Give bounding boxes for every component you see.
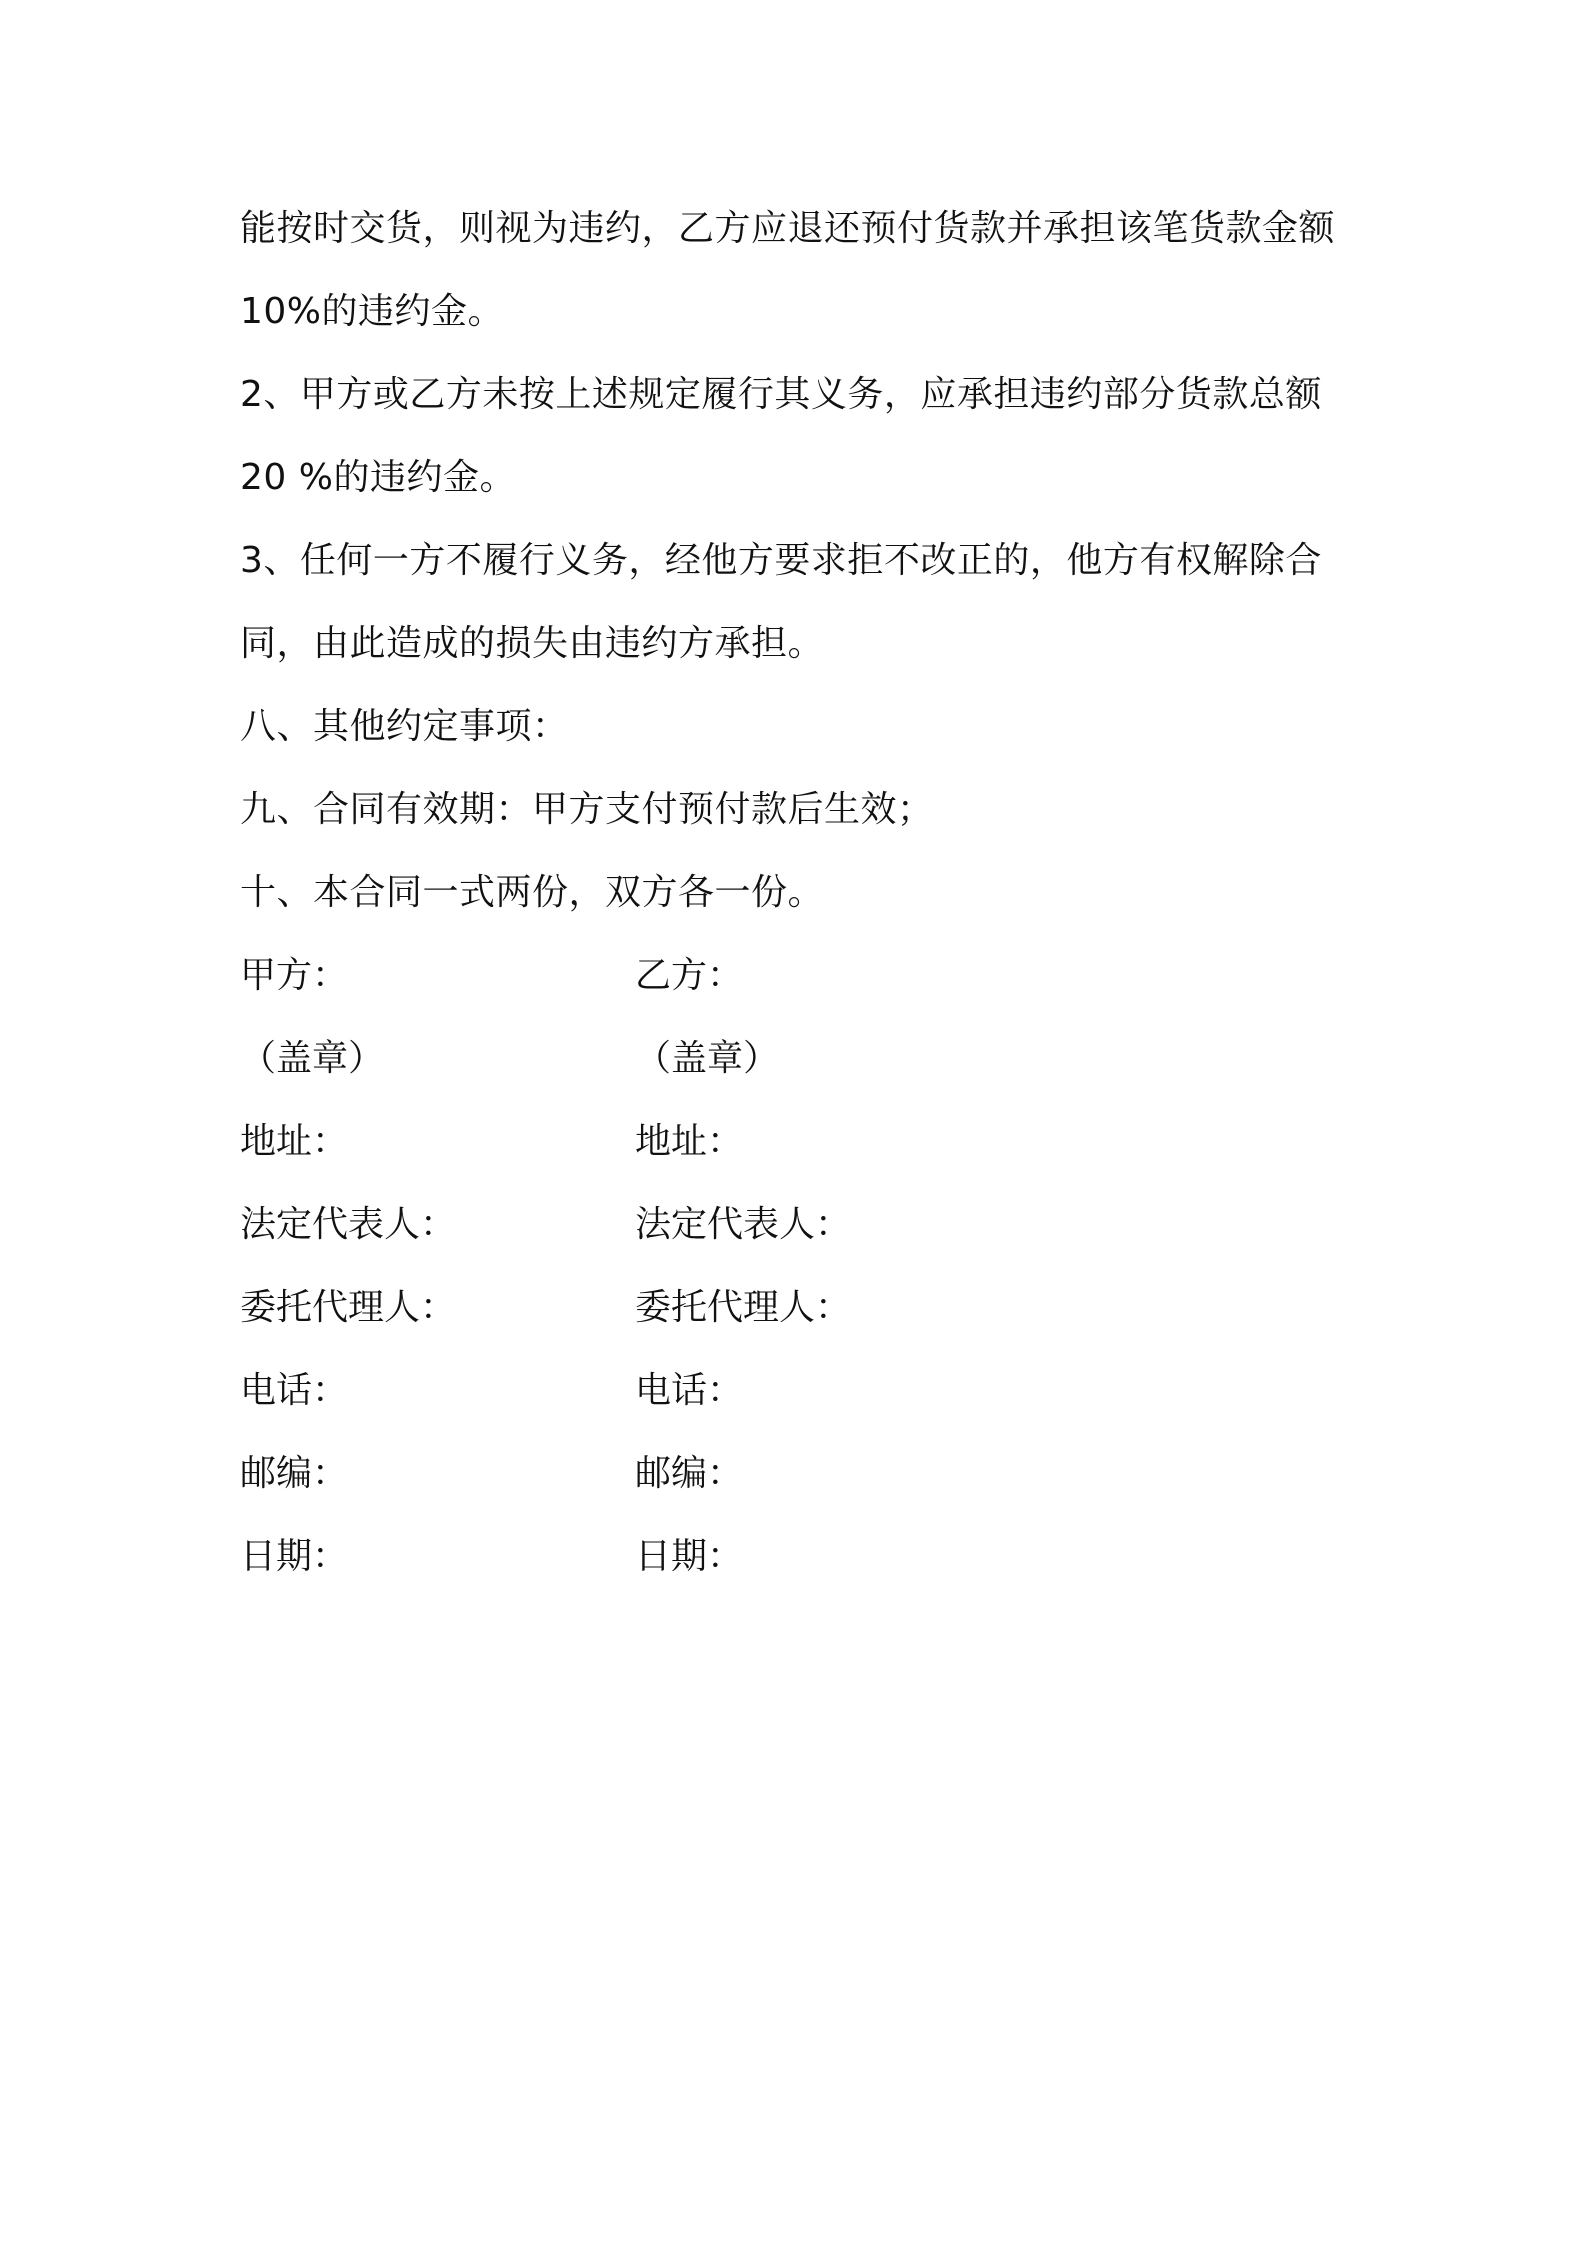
signature-row-legal-rep [240, 1201, 1340, 1249]
party-a-address: 地址： [240, 1121, 349, 1162]
party-a-label: 甲方： [240, 955, 349, 996]
clause-7-3-line-2: 同，由此造成的损失由违约方承担。 [240, 623, 825, 664]
clause-7-2-line-2: 20 %的违约金。 [240, 457, 516, 498]
signature-row-phone [240, 1367, 1340, 1415]
party-b-date: 日期： [635, 1536, 744, 1577]
party-a-agent: 委托代理人： [240, 1287, 457, 1328]
clause-7-line-2: 10%的违约金。 [240, 291, 505, 332]
party-b-agent: 委托代理人： [635, 1287, 852, 1328]
clause-10: 十、本合同一式两份，双方各一份。 [240, 872, 825, 913]
signature-row-date [240, 1533, 1340, 1581]
party-a-date: 日期： [240, 1536, 349, 1577]
clause-9: 九、合同有效期：甲方支付预付款后生效； [240, 789, 934, 830]
party-b-postcode: 邮编： [635, 1453, 744, 1494]
party-b-legal-rep: 法定代表人： [635, 1204, 852, 1245]
signature-row-address [240, 1118, 1340, 1166]
clause-7-2-line-1: 2、甲方或乙方未按上述规定履行其义务，应承担违约部分货款总额 [240, 374, 1322, 415]
party-b-seal: （盖章） [635, 1038, 780, 1079]
signature-row-postcode [240, 1450, 1340, 1498]
party-a-phone: 电话： [240, 1370, 349, 1411]
signature-row-party [240, 952, 1340, 1000]
party-b-address: 地址： [635, 1121, 744, 1162]
signature-row-agent [240, 1284, 1340, 1332]
clause-7-3-line-1: 3、任何一方不履行义务，经他方要求拒不改正的，他方有权解除合 [240, 540, 1322, 581]
party-a-postcode: 邮编： [240, 1453, 349, 1494]
party-a-legal-rep: 法定代表人： [240, 1204, 457, 1245]
clause-8: 八、其他约定事项： [240, 706, 569, 747]
party-b-phone: 电话： [635, 1370, 744, 1411]
party-a-seal: （盖章） [240, 1038, 385, 1079]
clause-7-line-1: 能按时交货，则视为违约，乙方应退还预付货款并承担该笔货款金额 [240, 208, 1336, 249]
signature-row-seal [240, 1035, 1340, 1083]
party-b-label: 乙方： [635, 955, 744, 996]
